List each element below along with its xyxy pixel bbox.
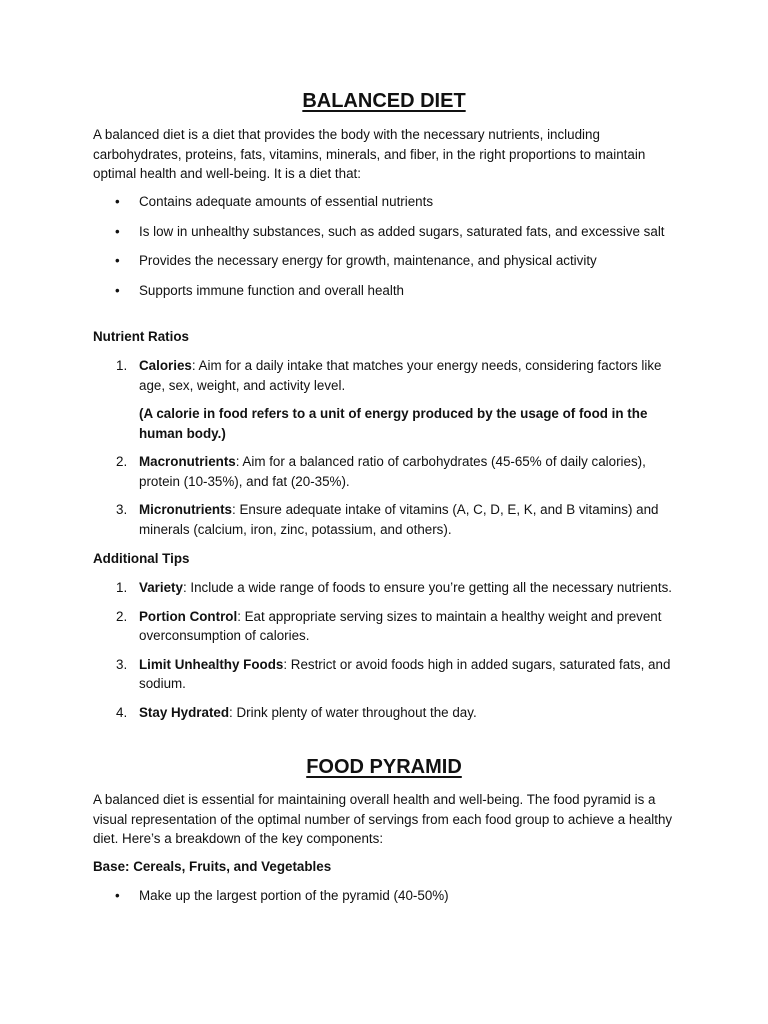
- nutrient-text: : Ensure adequate intake of vitamins (A, C, D, E, K, and B vitamins) and minerals (calcium, iron, zinc, potassium, and others).: [139, 502, 659, 537]
- tip-item-variety: [93, 578, 683, 598]
- tip-item-limit-unhealthy: [93, 655, 683, 694]
- tip-term: Stay Hydrated: [139, 704, 230, 720]
- title-food-pyramid: FOOD PYRAMID: [306, 756, 462, 778]
- nutrient-list: [93, 356, 683, 539]
- list-number: 3.: [116, 502, 128, 517]
- tip-item-stay-hydrated: [93, 703, 683, 723]
- additional-tips-heading: Additional Tips: [93, 551, 190, 566]
- tip-term: Limit Unhealthy Foods: [139, 656, 284, 672]
- diet-bullets: [93, 192, 683, 300]
- base-heading: Base: Cereals, Fruits, and Vegetables: [93, 859, 332, 874]
- bullet-item: • Provides the necessary energy for growth, maintenance, and physical activity: [93, 251, 683, 271]
- list-number: 1.: [116, 358, 128, 373]
- pyramid-intro-paragraph: A balanced diet is essential for maintaining overall health and well-being. The food pyramid is a visual representation of the optimal number of servings from each food group to achieve a healthy diet. Here’s a breakdown of the key components:: [93, 792, 673, 846]
- title-balanced-diet: BALANCED DIET: [302, 90, 466, 112]
- intro-paragraph: A balanced diet is a diet that provides the body with the necessary nutrients, including carbohydrates, proteins, fats, vitamins, minerals, and fiber, in the right proportions to maintain optimal health and well-being. It is a diet that:: [93, 127, 646, 181]
- list-number: 2.: [116, 454, 128, 469]
- list-number: 3.: [116, 656, 128, 672]
- tip-text: : Eat appropriate serving sizes to maintain a healthy weight and prevent overconsumption of calories.: [139, 608, 662, 643]
- tip-item-portion-control: [93, 607, 683, 646]
- tip-text: : Include a wide range of foods to ensure you’re getting all the necessary nutrients.: [182, 580, 672, 595]
- nutrient-text: : Aim for a balanced ratio of carbohydrates (45-65% of daily calories), protein (10-35%), and fat (20-35%).: [139, 454, 646, 489]
- nutrient-ratios-heading: Nutrient Ratios: [93, 329, 189, 344]
- bullet-item: • Make up the largest portion of the pyramid (40-50%): [93, 886, 683, 906]
- list-number: 4.: [116, 704, 128, 720]
- bullet-item: • Supports immune function and overall health: [93, 281, 683, 301]
- nutrient-term: Micronutrients: [139, 502, 232, 517]
- nutrient-item-calories: [93, 356, 683, 443]
- tip-term: Portion Control: [139, 608, 238, 624]
- tips-list: [93, 578, 683, 722]
- calorie-note: (A calorie in food refers to a unit of energy produced by the usage of food in the human body.): [139, 406, 648, 441]
- nutrient-text: : Aim for a daily intake that matches your energy needs, considering factors like age, sex, weight, and activity level.: [139, 358, 662, 393]
- list-number: 1.: [116, 580, 128, 595]
- tip-term: Variety: [139, 580, 183, 595]
- nutrient-term: Macronutrients: [139, 454, 236, 469]
- nutrient-item-micronutrients: [93, 500, 683, 539]
- tip-text: : Restrict or avoid foods high in added sugars, saturated fats, and sodium.: [139, 656, 671, 691]
- list-number: 2.: [116, 608, 128, 624]
- base-bullets: [93, 886, 683, 906]
- bullet-item: • Contains adequate amounts of essential nutrients: [93, 192, 683, 212]
- nutrient-item-macronutrients: [93, 452, 683, 491]
- bullet-item: • Is low in unhealthy substances, such as added sugars, saturated fats, and excessive salt: [93, 222, 683, 242]
- tip-text: : Drink plenty of water throughout the day.: [229, 704, 477, 720]
- nutrient-term: Calories: [139, 358, 192, 373]
